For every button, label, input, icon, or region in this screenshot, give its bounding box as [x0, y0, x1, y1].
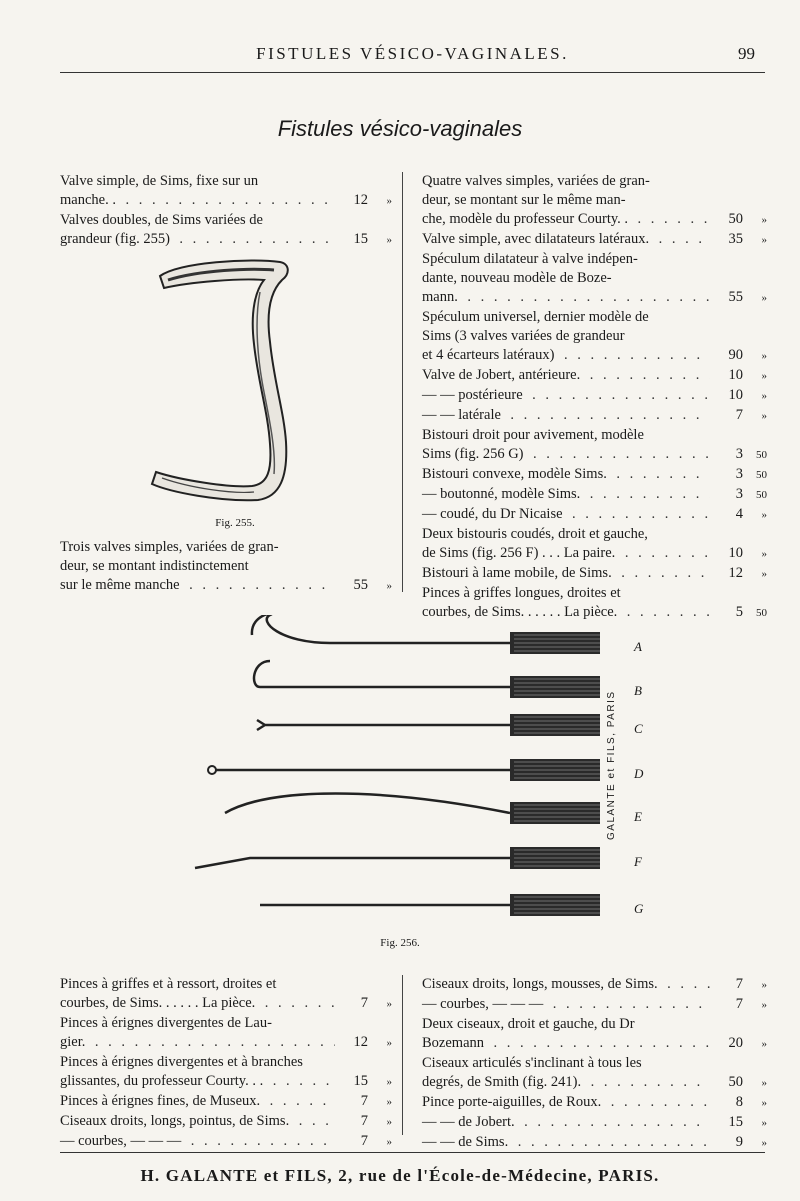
price-francs: 5 — [735, 604, 743, 620]
entry-label: Pinces à érignes fines, de Museux. — [60, 1093, 261, 1109]
price-entry — [422, 230, 767, 250]
entry-text-line: Pinces à érignes divergentes de Lau- — [60, 1015, 272, 1031]
entry-label: — — de Sims. — [422, 1134, 509, 1150]
entry-label: Bistouri convexe, modèle Sims. — [422, 466, 607, 482]
entry-label: gier. — [60, 1034, 86, 1050]
entry-price-line — [422, 1034, 767, 1054]
leader-dots — [183, 576, 335, 595]
leader-dots — [504, 406, 710, 425]
instrument-A — [252, 615, 600, 654]
price-francs: 7 — [360, 1133, 368, 1149]
entry-label: Ciseaux droits, longs, mousses, de Sims. — [422, 976, 658, 992]
price-centimes: » — [386, 1096, 392, 1108]
price-centimes: » — [761, 292, 767, 304]
leader-dots — [292, 1112, 335, 1131]
entry-price-line — [422, 544, 767, 564]
entry-text-line: Spéculum universel, dernier modèle de — [422, 309, 649, 325]
leader-dots — [258, 994, 335, 1013]
entry-price-line — [60, 1132, 392, 1152]
entry-label: manche. . — [60, 192, 116, 208]
leader-dots — [546, 995, 710, 1014]
price-entry — [60, 1014, 392, 1053]
price-entry — [422, 975, 767, 995]
entry-label: grandeur (fig. 255) — [60, 231, 170, 247]
entry-price-line — [422, 485, 767, 505]
entry-price-line — [422, 386, 767, 406]
instrument-C — [257, 714, 600, 736]
entry-price-line — [60, 1072, 392, 1092]
leader-dots — [631, 210, 710, 229]
price-francs: 7 — [360, 1113, 368, 1129]
entry-text-line: Valves doubles, de Sims variées de — [60, 212, 263, 228]
price-entry — [60, 975, 392, 1014]
price-centimes: » — [761, 979, 767, 991]
leader-dots — [518, 1113, 710, 1132]
instrument-shaft — [252, 615, 510, 643]
column-divider-lower — [402, 975, 403, 1135]
price-francs: 7 — [735, 407, 743, 423]
price-francs: 12 — [728, 565, 743, 581]
instrument-B — [254, 661, 600, 698]
fig256-maker: GALANTE et FILS, PARIS — [606, 690, 617, 840]
entry-price-line — [60, 576, 392, 596]
price-entry — [422, 485, 767, 505]
entry-price-line — [60, 1112, 392, 1132]
instrument-shaft — [225, 794, 510, 814]
entry-price-line — [422, 564, 767, 584]
instrument-E — [225, 794, 600, 825]
price-centimes: » — [761, 509, 767, 521]
price-francs: 15 — [353, 231, 368, 247]
entry-price-line — [422, 346, 767, 366]
header-title: FISTULES VÉSICO-VAGINALES. — [256, 44, 569, 63]
fig255-caption: Fig. 255. — [215, 517, 255, 529]
entry-price-line — [60, 191, 392, 211]
price-francs: 55 — [728, 289, 743, 305]
entry-label: Bozemann — [422, 1035, 485, 1051]
leader-dots — [566, 505, 710, 524]
speculum-illustration — [140, 252, 310, 512]
fig255-maker — [60, 240, 61, 241]
price-francs: 10 — [728, 387, 743, 403]
price-list-lower-left — [60, 975, 392, 1152]
price-centimes: » — [386, 195, 392, 207]
leader-dots — [604, 1093, 710, 1112]
figure-letter-F: F — [634, 854, 642, 869]
entry-price-line — [422, 1133, 767, 1153]
entry-text-line: Pinces à érignes divergentes et à branches — [60, 1054, 303, 1070]
price-centimes: » — [761, 999, 767, 1011]
instrument-shaft — [254, 661, 510, 687]
figure-letter-G: G — [634, 901, 644, 916]
price-centimes: » — [386, 998, 392, 1010]
surgical-instruments-illustration — [180, 615, 600, 925]
price-centimes: » — [761, 1137, 767, 1149]
price-centimes: » — [761, 214, 767, 226]
entry-label: glissantes, du professeur Courty. . . — [60, 1073, 264, 1089]
price-francs: 10 — [728, 545, 743, 561]
leader-dots — [263, 1092, 335, 1111]
price-francs: 15 — [353, 1073, 368, 1089]
price-centimes: » — [761, 410, 767, 422]
price-entry — [422, 250, 767, 308]
price-francs: 3 — [735, 486, 743, 502]
price-francs: 9 — [735, 1134, 743, 1150]
entry-label: degrés, de Smith (fig. 241). — [422, 1074, 582, 1090]
entry-label: — courbes, — — — — [422, 996, 544, 1012]
price-entry — [422, 308, 767, 366]
price-francs: 12 — [353, 192, 368, 208]
price-francs: 8 — [735, 1094, 743, 1110]
price-entry — [422, 172, 767, 230]
leader-dots — [557, 346, 710, 365]
entry-text-line: Spéculum dilatateur à valve indépen- — [422, 251, 638, 267]
entry-text-line: Pinces à griffes et à ressort, droites et — [60, 976, 277, 992]
leader-dots — [266, 1072, 335, 1091]
price-centimes: 50 — [756, 449, 767, 461]
figure-letter-A: A — [634, 639, 642, 654]
price-entry — [422, 525, 767, 564]
price-entry — [60, 1132, 392, 1152]
leader-dots — [661, 975, 710, 994]
entry-text-line: deur, se montant indistinctement — [60, 558, 249, 574]
price-centimes: » — [761, 1117, 767, 1129]
entry-price-line — [422, 505, 767, 525]
price-centimes: » — [386, 1037, 392, 1049]
price-entry — [422, 1054, 767, 1093]
footer-address: H. GALANTE et FILS, 2, rue de l'École-de-Médecine, PARIS. — [140, 1166, 660, 1185]
running-header — [60, 44, 765, 68]
price-francs: 3 — [735, 446, 743, 462]
instrument-shaft — [257, 720, 510, 730]
price-entry — [422, 505, 767, 525]
entry-label: courbes, de Sims. . . . . . La pièce. — [60, 995, 256, 1011]
price-francs: 12 — [353, 1034, 368, 1050]
entry-text-line: Valve simple, de Sims, fixe sur un — [60, 173, 259, 189]
entry-label: sur le même manche — [60, 577, 180, 593]
leader-dots — [487, 1034, 710, 1053]
price-entry — [422, 995, 767, 1015]
section-title: Fistules vésico-vaginales — [277, 116, 523, 141]
entry-price-line — [422, 1093, 767, 1113]
entry-price-line — [422, 975, 767, 995]
price-francs: 55 — [353, 577, 368, 593]
fig256-caption: Fig. 256. — [380, 937, 420, 949]
entry-label: courbes, de Sims. . . . . . La pièce. — [422, 604, 618, 620]
entry-price-line — [422, 230, 767, 250]
page-number: 99 — [738, 44, 755, 63]
price-centimes: 50 — [756, 469, 767, 481]
entry-label: — — de Jobert. — [422, 1114, 515, 1130]
price-entry — [422, 426, 767, 465]
price-centimes: » — [761, 350, 767, 362]
price-centimes: » — [761, 390, 767, 402]
leader-dots — [526, 386, 710, 405]
entry-text-line: Bistouri droit pour avivement, modèle — [422, 427, 644, 443]
leader-dots — [615, 564, 710, 583]
entry-text-line: Pinces à griffes longues, droites et — [422, 585, 621, 601]
leader-dots — [173, 230, 335, 249]
leader-dots — [620, 603, 710, 622]
price-centimes: » — [761, 1038, 767, 1050]
leader-dots — [184, 1132, 335, 1151]
leader-dots — [584, 1073, 710, 1092]
entry-label: Valve de Jobert, antérieure. — [422, 367, 581, 383]
instrument-tip-ring — [208, 766, 216, 774]
price-entry — [422, 406, 767, 426]
figure-letter-C: C — [634, 721, 643, 736]
price-list-upper-left — [60, 172, 392, 250]
entry-label: de Sims (fig. 256 F) . . . La paire. — [422, 545, 616, 561]
entry-text-line: Deux bistouris coudés, droit et gauche, — [422, 526, 648, 542]
price-francs: 3 — [735, 466, 743, 482]
price-entry — [60, 538, 392, 596]
price-entry — [422, 386, 767, 406]
instrument-D — [208, 759, 600, 781]
price-centimes: » — [761, 370, 767, 382]
instrument-G — [260, 894, 600, 916]
price-entry — [422, 465, 767, 485]
entry-price-line — [60, 230, 392, 250]
entry-price-line — [60, 1033, 392, 1053]
leader-dots — [610, 465, 710, 484]
price-entry — [422, 1093, 767, 1113]
entry-label: Ciseaux droits, longs, pointus, de Sims. — [60, 1113, 290, 1129]
footer-rule — [60, 1152, 765, 1153]
leader-dots — [583, 366, 710, 385]
price-centimes: » — [761, 234, 767, 246]
entry-price-line — [422, 995, 767, 1015]
leader-dots — [652, 230, 710, 249]
leader-dots — [511, 1133, 710, 1152]
price-centimes: » — [386, 1076, 392, 1088]
price-list-lower-right — [422, 975, 767, 1153]
price-francs: 7 — [735, 976, 743, 992]
price-francs: 15 — [728, 1114, 743, 1130]
entry-label: — coudé, du Dr Nicaise — [422, 506, 563, 522]
entry-label: Valve simple, avec dilatateurs latéraux. — [422, 231, 650, 247]
header-rule — [60, 72, 765, 73]
price-centimes: » — [386, 1136, 392, 1148]
price-francs: 20 — [728, 1035, 743, 1051]
entry-label: — boutonné, modèle Sims. — [422, 486, 581, 502]
price-francs: 35 — [728, 231, 743, 247]
leader-dots — [119, 191, 335, 210]
price-centimes: » — [761, 568, 767, 580]
entry-text-line: Quatre valves simples, variées de gran- — [422, 173, 650, 189]
leader-dots — [527, 445, 711, 464]
entry-label: — — latérale — [422, 407, 501, 423]
price-entry — [60, 1053, 392, 1092]
entry-label: et 4 écarteurs latéraux) — [422, 347, 555, 363]
price-francs: 7 — [735, 996, 743, 1012]
price-centimes: » — [761, 1097, 767, 1109]
price-francs: 4 — [735, 506, 743, 522]
entry-price-line — [60, 1092, 392, 1112]
price-entry — [60, 172, 392, 211]
price-francs: 7 — [360, 995, 368, 1011]
entry-price-line — [60, 994, 392, 1014]
leader-dots — [618, 544, 710, 563]
entry-price-line — [422, 1073, 767, 1093]
price-list-upper-right — [422, 172, 767, 623]
figure-letter-D: D — [634, 766, 644, 781]
column-divider-upper — [402, 172, 403, 592]
entry-price-line — [422, 465, 767, 485]
price-centimes: 50 — [756, 607, 767, 619]
price-centimes: » — [386, 234, 392, 246]
entry-label: che, modèle du professeur Courty. . — [422, 211, 629, 227]
entry-label: — courbes, — — — — [60, 1133, 182, 1149]
entry-price-line — [422, 288, 767, 308]
leader-dots — [88, 1033, 335, 1052]
leader-dots — [461, 288, 710, 307]
entry-text-line: deur, se montant sur le même man- — [422, 192, 626, 208]
entry-text-line: dante, nouveau modèle de Boze- — [422, 270, 612, 286]
leader-dots — [583, 485, 710, 504]
price-francs: 10 — [728, 367, 743, 383]
entry-text-line: Ciseaux articulés s'inclinant à tous les — [422, 1055, 642, 1071]
price-francs: 50 — [728, 1074, 743, 1090]
price-list-left-after-figure — [60, 538, 392, 596]
price-francs: 50 — [728, 211, 743, 227]
entry-text-line: Deux ciseaux, droit et gauche, du Dr — [422, 1016, 635, 1032]
price-centimes: » — [386, 580, 392, 592]
price-centimes: » — [386, 1116, 392, 1128]
entry-price-line — [422, 1113, 767, 1133]
figure-letter-B: B — [634, 683, 642, 698]
price-entry — [422, 366, 767, 386]
entry-label: Bistouri à lame mobile, de Sims. — [422, 565, 612, 581]
entry-price-line — [422, 210, 767, 230]
price-entry — [422, 564, 767, 584]
entry-label: Pince porte-aiguilles, de Roux. — [422, 1094, 602, 1110]
price-entry — [60, 1092, 392, 1112]
price-francs: 90 — [728, 347, 743, 363]
price-centimes: » — [761, 548, 767, 560]
entry-label: — — postérieure — [422, 387, 523, 403]
instrument-shaft — [195, 858, 510, 868]
instrument-F — [195, 847, 600, 869]
price-entry — [60, 1112, 392, 1132]
entry-label: Sims (fig. 256 G) — [422, 446, 524, 462]
entry-text-line: Sims (3 valves variées de grandeur — [422, 328, 625, 344]
price-francs: 7 — [360, 1093, 368, 1109]
price-entry — [60, 211, 392, 250]
price-entry — [422, 1133, 767, 1153]
entry-text-line: Trois valves simples, variées de gran- — [60, 539, 279, 555]
price-entry — [422, 1113, 767, 1133]
entry-price-line — [422, 445, 767, 465]
price-centimes: 50 — [756, 489, 767, 501]
entry-price-line — [422, 366, 767, 386]
entry-label: mann. — [422, 289, 458, 305]
price-entry — [422, 1015, 767, 1054]
figure-letter-E: E — [634, 809, 642, 824]
price-centimes: » — [761, 1077, 767, 1089]
entry-price-line — [422, 406, 767, 426]
